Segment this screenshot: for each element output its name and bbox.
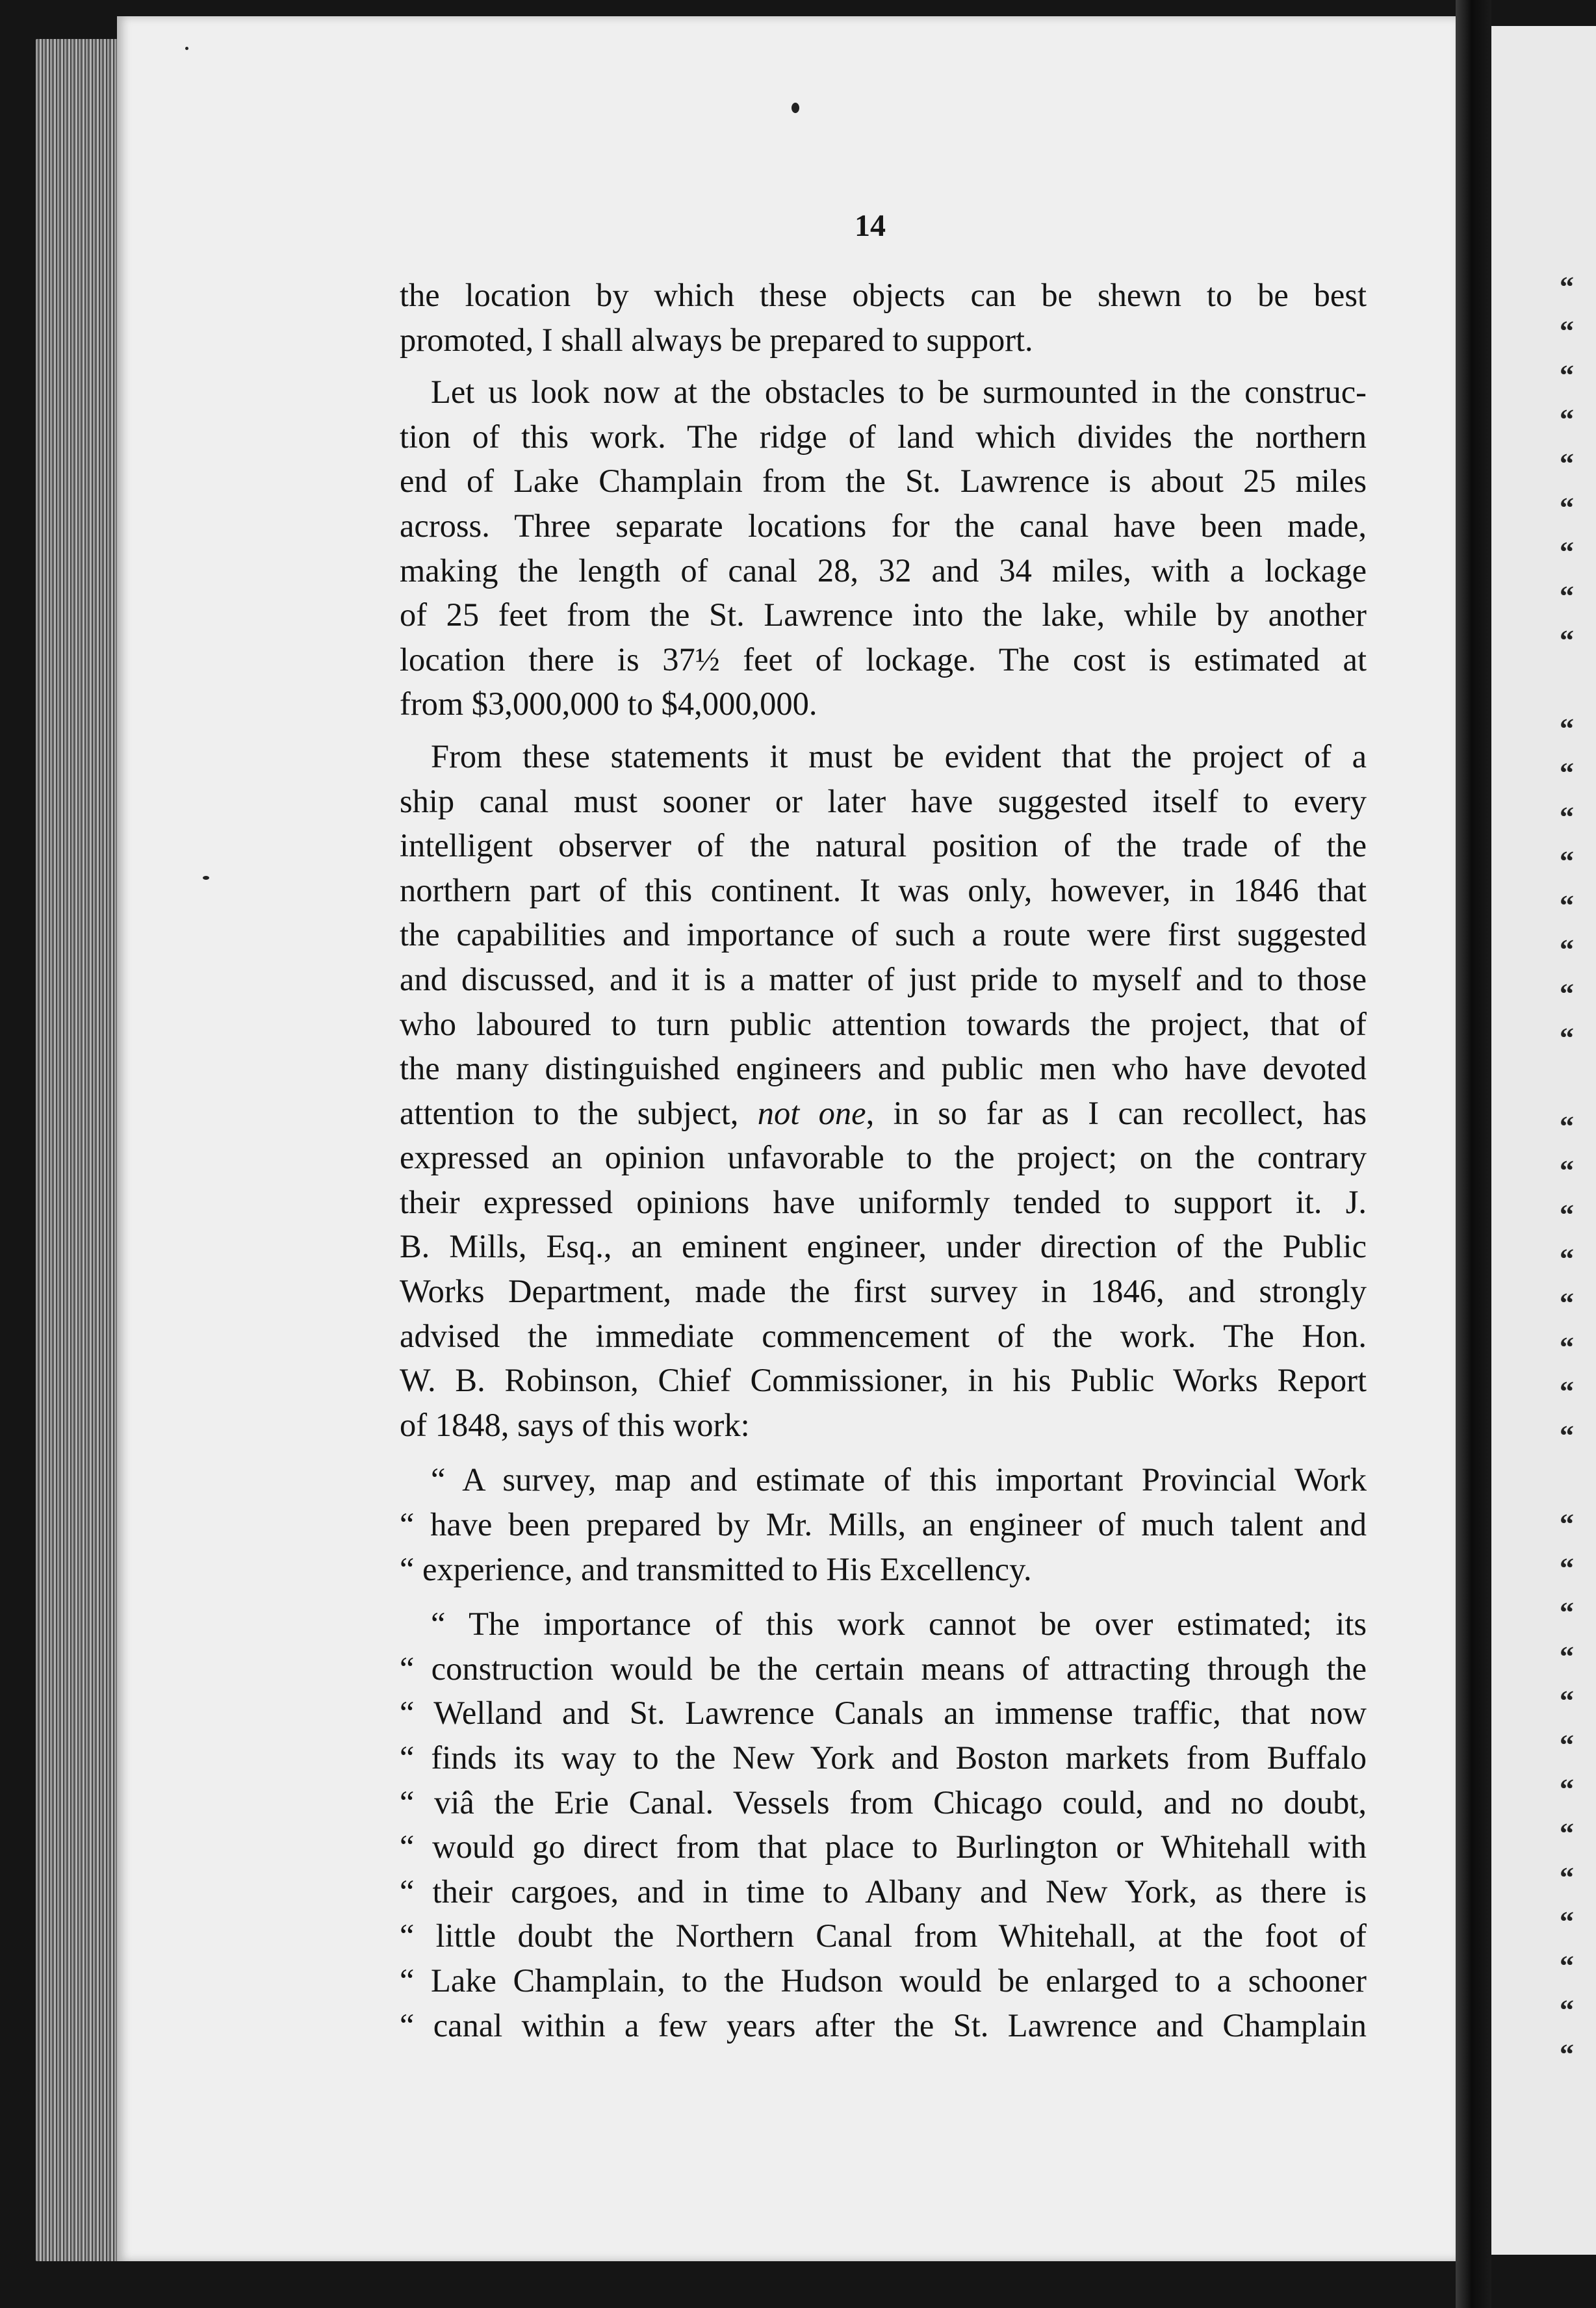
- text-line: and discussed, and it is a matter of just pride to myself and to those: [400, 960, 1367, 997]
- facing-page-quote-mark: “: [1560, 1862, 1574, 1893]
- facing-page-quote-mark: “: [1560, 1376, 1574, 1407]
- facing-page: [1491, 26, 1596, 2255]
- facing-page-quote-mark: “: [1560, 757, 1574, 789]
- quote-line: “ Lake Champlain, to the Hudson would be enlarged to a schooner: [400, 1962, 1367, 1999]
- facing-page-quote-mark: “: [1560, 1729, 1574, 1761]
- facing-page-quote-mark: “: [1560, 1287, 1574, 1319]
- quote-line: “ canal within a few years after the St. Lawrence and Champlain: [400, 2007, 1367, 2044]
- page-number: 14: [855, 209, 886, 243]
- text-line: ship canal must sooner or later have suggested itself to every: [400, 782, 1367, 819]
- facing-page-quote-mark: “: [1560, 1508, 1574, 1540]
- facing-page-quote-mark: “: [1560, 624, 1574, 656]
- facing-page-quote-mark: “: [1560, 1110, 1574, 1142]
- text-line: of 25 feet from the St. Lawrence into the lake, while by another: [400, 596, 1367, 634]
- facing-page-quote-mark: “: [1560, 1155, 1574, 1186]
- facing-page-quote-mark: “: [1560, 315, 1574, 347]
- facing-page-quote-mark: “: [1560, 404, 1574, 435]
- speck: [203, 876, 209, 880]
- text-line: promoted, I shall always be prepared to support.: [400, 321, 1033, 358]
- facing-page-quote-mark: “: [1560, 1773, 1574, 1805]
- quote-line: “ finds its way to the New York and Boston markets from Buffalo: [400, 1739, 1367, 1776]
- quote-line: “ have been prepared by Mr. Mills, an engineer of much talent and: [400, 1506, 1367, 1543]
- facing-page-quote-mark: “: [1560, 1420, 1574, 1452]
- text-line: across. Three separate locations for the canal have been made,: [400, 507, 1367, 544]
- facing-page-quote-mark: “: [1560, 1950, 1574, 1982]
- text-line: of 1848, says of this work:: [400, 1406, 750, 1443]
- text-line: their expressed opinions have uniformly tended to support it. J.: [400, 1183, 1367, 1220]
- facing-page-quote-mark: “: [1560, 1994, 1574, 2026]
- facing-page-quote-mark: “: [1560, 801, 1574, 833]
- speck: [792, 103, 799, 113]
- quote-line: “ little doubt the Northern Canal from Whitehall, at the foot of: [400, 1917, 1367, 1955]
- quote-line: “ construction would be the certain means of attracting through the: [400, 1650, 1367, 1687]
- facing-page-quote-mark: “: [1560, 845, 1574, 877]
- facing-page-quote-mark: “: [1560, 890, 1574, 921]
- text-line: Works Department, made the first survey in 1846, and strongly: [400, 1273, 1367, 1310]
- facing-page-quote-mark: “: [1560, 713, 1574, 745]
- facing-page-quote-mark: “: [1560, 1906, 1574, 1938]
- quote-line: “ viâ the Erie Canal. Vessels from Chicago could, and no doubt,: [400, 1784, 1367, 1821]
- facing-page-quote-mark: “: [1560, 536, 1574, 568]
- facing-page-quote-mark: “: [1560, 1552, 1574, 1584]
- text-segment: attention to the subject,: [400, 1094, 758, 1131]
- facing-page-quote-mark: “: [1560, 2038, 1574, 2070]
- facing-page-quote-mark: “: [1560, 1817, 1574, 1849]
- facing-page-quote-mark: “: [1560, 271, 1574, 303]
- text-line: northern part of this continent. It was only, however, in 1846 that: [400, 871, 1367, 908]
- text-line: tion of this work. The ridge of land which divides the northern: [400, 418, 1367, 455]
- quote-line: “ The importance of this work cannot be over estimated; its: [431, 1606, 1367, 1643]
- text-line: end of Lake Champlain from the St. Lawrence is about 25 miles: [400, 463, 1367, 500]
- text-line: who laboured to turn public attention towards the project, that of: [400, 1005, 1367, 1042]
- quote-line: “ experience, and transmitted to His Excellency.: [400, 1550, 1032, 1587]
- text-line-with-emphasis: [400, 1091, 1367, 1136]
- facing-page-quote-mark: “: [1560, 978, 1574, 1010]
- text-line: Let us look now at the obstacles to be surmounted in the construc-: [431, 374, 1367, 411]
- facing-page-quote-mark: “: [1560, 1596, 1574, 1628]
- quote-line: “ A survey, map and estimate of this important Provincial Work: [431, 1461, 1367, 1498]
- text-line: from $3,000,000 to $4,000,000.: [400, 686, 817, 723]
- quote-line: “ would go direct from that place to Burlington or Whitehall with: [400, 1828, 1367, 1866]
- emphasis-text: not one: [757, 1094, 866, 1131]
- quote-line: “ Welland and St. Lawrence Canals an immense traffic, that now: [400, 1695, 1367, 1732]
- facing-page-quote-mark: “: [1560, 934, 1574, 966]
- facing-page-quote-mark: “: [1560, 359, 1574, 391]
- text-line: From these statements it must be evident that the project of a: [431, 737, 1367, 775]
- facing-page-quote-mark: “: [1560, 1199, 1574, 1231]
- facing-page-quote-mark: “: [1560, 1641, 1574, 1673]
- text-line: advised the immediate commencement of the work. The Hon.: [400, 1317, 1367, 1354]
- text-line: making the length of canal 28, 32 and 34 miles, with a lockage: [400, 552, 1367, 589]
- text-line: intelligent observer of the natural position of the trade of the: [400, 827, 1367, 864]
- text-line: the capabilities and importance of such a route were first suggested: [400, 916, 1367, 953]
- facing-page-quote-mark: “: [1560, 1243, 1574, 1275]
- facing-page-quote-mark: “: [1560, 1022, 1574, 1054]
- text-line: B. Mills, Esq., an eminent engineer, under direction of the Public: [400, 1228, 1367, 1265]
- facing-page-quote-mark: “: [1560, 580, 1574, 612]
- text-line: the many distinguished engineers and public men who have devoted: [400, 1050, 1367, 1087]
- text-line: location there is 37½ feet of lockage. The cost is estimated at: [400, 641, 1367, 678]
- text-line: expressed an opinion unfavorable to the project; on the contrary: [400, 1139, 1367, 1176]
- text-line: the location by which these objects can be shewn to be best: [400, 277, 1367, 313]
- book-gutter: [1456, 0, 1491, 2308]
- facing-page-quote-mark: “: [1560, 492, 1574, 524]
- facing-page-quote-mark: “: [1560, 448, 1574, 480]
- text-line: W. B. Robinson, Chief Commissioner, in his Public Works Report: [400, 1362, 1367, 1399]
- body-text: [400, 273, 1367, 2047]
- speck: [185, 47, 188, 50]
- quote-line: “ their cargoes, and in time to Albany and New York, as there is: [400, 1873, 1367, 1910]
- facing-page-quote-mark: “: [1560, 1685, 1574, 1717]
- facing-page-quote-mark: “: [1560, 1331, 1574, 1363]
- text-segment: , in so far as I can recollect, has: [866, 1094, 1367, 1131]
